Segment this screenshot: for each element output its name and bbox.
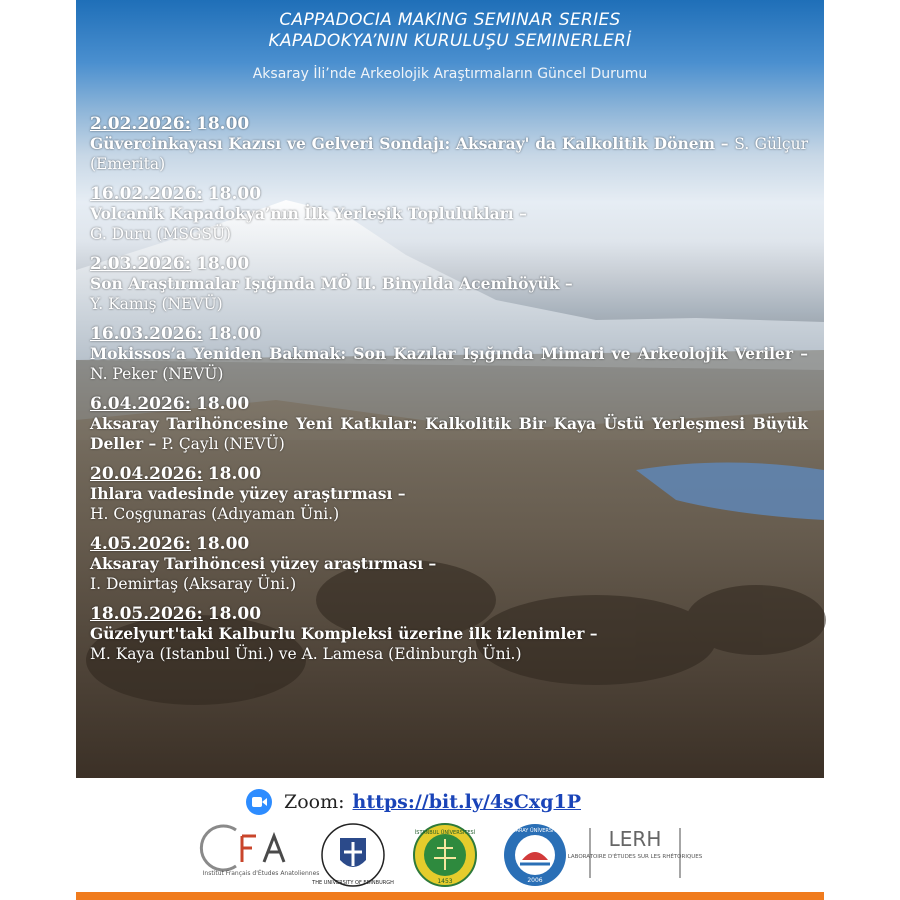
event-time: 18.00 — [207, 184, 262, 204]
event-title: Ihlara vadesinde yüzey araştırması – — [90, 484, 406, 503]
event-title: Güvercinkayası Kazısı ve Gelveri Sondajı: Aksaray' da Kalkolitik Dönem – — [90, 134, 729, 153]
edinburgh-university-logo — [312, 822, 394, 888]
event-time: 18.00 — [207, 324, 262, 344]
zoom-label: Zoom: — [284, 791, 345, 813]
event-item — [90, 184, 808, 244]
event-time: 18.00 — [207, 604, 262, 624]
ifea-caption: Institut Français d'Études Anatoliennes — [202, 870, 320, 877]
event-time: 18.00 — [196, 394, 250, 414]
event-speaker: N. Peker (NEVÜ) — [90, 365, 224, 383]
event-item — [90, 394, 808, 454]
event-item — [90, 324, 808, 384]
event-time: 18.00 — [207, 464, 262, 484]
event-speaker: G. Duru (MSGSÜ) — [90, 225, 232, 243]
event-time: 18.00 — [196, 534, 250, 554]
partner-logos — [202, 822, 703, 888]
event-time: 18.00 — [196, 114, 250, 134]
event-item — [90, 604, 808, 664]
event-date: 4.05.2026: — [90, 534, 191, 554]
lerh-subtitle: LABORATOIRE D'ÉTUDES SUR LES RHÉTORIQUES — [567, 854, 703, 860]
lerh-title: LERH — [608, 827, 662, 851]
event-date: 6.04.2026: — [90, 394, 191, 414]
zoom-link-row — [246, 788, 581, 816]
event-date: 16.02.2026: — [90, 184, 203, 204]
ifea-logo — [202, 822, 320, 884]
event-title: Son Araştırmalar Işığında MÖ II. Binyılda Acemhöyük – — [90, 274, 573, 293]
series-title-turkish: KAPADOKYA’NIN KURULUŞU SEMINERLERİ — [268, 31, 632, 51]
istanbul-university-logo — [412, 822, 478, 888]
event-speaker: H. Coşgunaras (Adıyaman Üni.) — [90, 505, 340, 523]
aksaray-caption: AKSARAY ÜNİVERSİTESİ — [505, 828, 565, 834]
event-speaker: S. Gülçur (Emerita) — [90, 135, 808, 173]
event-time: 18.00 — [196, 254, 250, 274]
istanbul-year: 1453 — [437, 878, 453, 885]
event-title: Güzelyurt'taki Kalburlu Kompleksi üzerine ilk izlenimler – — [90, 624, 598, 643]
zoom-icon — [246, 789, 272, 815]
event-item — [90, 114, 808, 174]
poster-header — [76, 10, 824, 82]
event-title: Volcanik Kapadokya’nın İlk Yerleşik Toplulukları – — [90, 204, 527, 223]
lerh-logo — [567, 822, 703, 882]
zoom-meeting-link[interactable]: https://bit.ly/4sCxg1P — [352, 791, 581, 813]
istanbul-caption: İSTANBUL ÜNİVERSİTESİ — [414, 830, 476, 836]
event-title: Aksaray Tarihöncesine Yeni Katkılar: Kalkolitik Bir Kaya Üstü Yerleşmesi Büyük Deller – — [90, 414, 808, 453]
event-date: 16.03.2026: — [90, 324, 203, 344]
accent-bar — [76, 892, 824, 900]
event-speaker: M. Kaya (Istanbul Üni.) ve A. Lamesa (Edinburgh Üni.) — [90, 645, 522, 663]
series-subtitle: Aksaray İli’nde Arkeolojik Araştırmaların Güncel Durumu — [252, 66, 648, 82]
seminar-poster — [76, 0, 824, 778]
event-list — [90, 114, 808, 674]
edinburgh-caption: THE UNIVERSITY OF EDINBURGH — [312, 880, 394, 886]
event-date: 2.02.2026: — [90, 114, 191, 134]
event-date: 18.05.2026: — [90, 604, 203, 624]
aksaray-year: 2006 — [527, 877, 543, 884]
event-title: Mokissos’a Yeniden Bakmak: Son Kazılar Işığında Mimari ve Arkeolojik Veriler – — [90, 344, 808, 363]
event-item — [90, 464, 808, 524]
event-item — [90, 534, 808, 594]
event-speaker: P. Çaylı (NEVÜ) — [161, 435, 285, 453]
event-title: Aksaray Tarihöncesi yüzey araştırması – — [90, 554, 437, 573]
series-title-english: CAPPADOCIA MAKING SEMINAR SERIES — [279, 10, 621, 30]
event-date: 2.03.2026: — [90, 254, 191, 274]
aksaray-university-logo — [502, 822, 568, 888]
event-speaker: Y. Kamış (NEVÜ) — [90, 295, 223, 313]
event-speaker: I. Demirtaş (Aksaray Üni.) — [90, 575, 297, 593]
event-item — [90, 254, 808, 314]
event-date: 20.04.2026: — [90, 464, 203, 484]
